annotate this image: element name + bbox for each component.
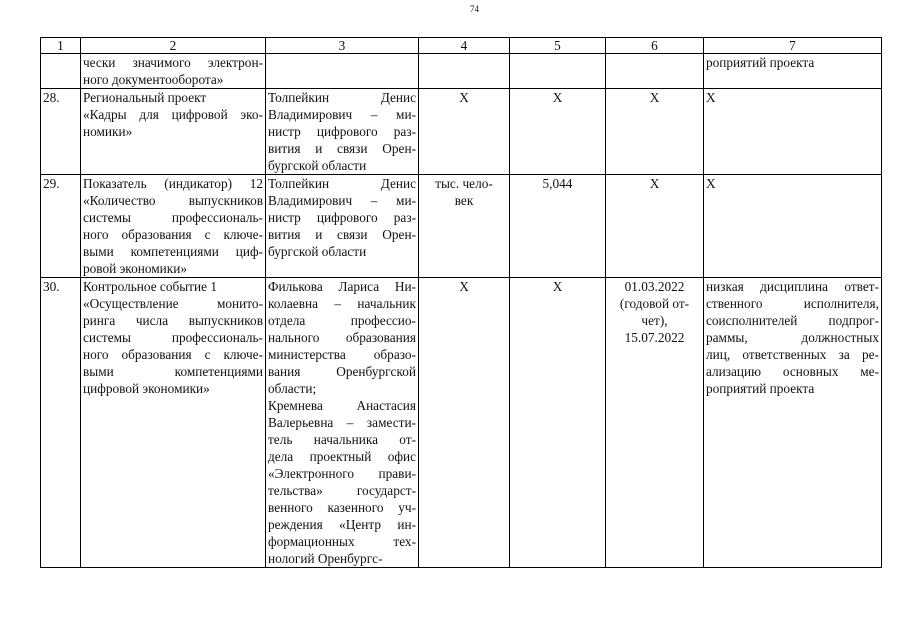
column-header-6: 6 xyxy=(606,38,704,54)
cell-line: ного образования с ключе- xyxy=(83,347,263,362)
cell-line: вания Оренбургской xyxy=(268,364,416,379)
cell-line: системы профессиональ- xyxy=(83,330,263,345)
cell-line: ственного исполнителя, xyxy=(706,296,879,311)
column-header-2: 2 xyxy=(81,38,266,54)
cell-line: Владимирович – ми- xyxy=(268,107,416,122)
column-header-1: 1 xyxy=(41,38,81,54)
table-row xyxy=(41,278,882,568)
cell-line: (годовой от- xyxy=(619,296,690,311)
row-unit xyxy=(419,175,510,278)
cell-line: ринга числа выпускников xyxy=(83,313,263,328)
cell-line: век xyxy=(454,193,474,208)
cell-line: Кремнева Анастасия xyxy=(268,398,416,413)
cell-line: ровой экономики» xyxy=(83,261,187,276)
row-responsible xyxy=(266,175,419,278)
row-deadline xyxy=(606,175,704,278)
cell-line: вития и связи Орен- xyxy=(268,141,416,156)
row-number: 28. xyxy=(41,89,81,175)
cell-line: Х xyxy=(649,90,660,105)
cell-line: нального образования xyxy=(268,330,416,345)
cell-line: вития и связи Орен- xyxy=(268,227,416,242)
cell-line: Толпейкин Денис xyxy=(268,90,416,105)
cell-line: Х xyxy=(552,90,563,105)
cell-line: раммы, должностных xyxy=(706,330,879,345)
cell-line: тель начальника от- xyxy=(268,432,416,447)
row-description xyxy=(81,278,266,568)
cell-line: ного документооборота» xyxy=(83,72,224,87)
cell-line: цифровой экономики» xyxy=(83,381,210,396)
cell-line: реждения «Центр ин- xyxy=(268,517,416,532)
row-risks xyxy=(704,89,882,175)
row-number: 30. xyxy=(41,278,81,568)
cell-line: Х xyxy=(459,90,469,105)
cell-line: Х xyxy=(706,176,716,191)
cell-line: Х xyxy=(649,176,660,191)
cell-line: нологий Оренбургс- xyxy=(268,551,383,566)
cell-line: нистр цифрового раз- xyxy=(268,124,416,139)
cell-line: Региональный проект xyxy=(83,90,207,105)
row-risks xyxy=(704,278,882,568)
column-header-7: 7 xyxy=(704,38,882,54)
cell-line: венного казенного уч- xyxy=(268,500,416,515)
row-responsible xyxy=(266,54,419,89)
cell-line: области; xyxy=(268,381,317,396)
cell-line: ализацию основных ме- xyxy=(706,364,879,379)
cell-line: Х xyxy=(552,279,563,294)
row-unit xyxy=(419,278,510,568)
cell-line: системы профессиональ- xyxy=(83,210,263,225)
cell-line: роприятий проекта xyxy=(706,55,815,70)
row-deadline xyxy=(606,54,704,89)
cell-line: чет), xyxy=(641,313,668,328)
row-responsible xyxy=(266,89,419,175)
cell-line: «Количество выпускников xyxy=(83,193,263,208)
cell-line: «Кадры для цифровой эко- xyxy=(83,107,263,122)
cell-line: тыс. чело- xyxy=(435,176,493,191)
row-unit xyxy=(419,54,510,89)
cell-line: выми компетенциями циф- xyxy=(83,244,263,259)
cell-line: 01.03.2022 xyxy=(624,279,685,294)
cell-line: 5,044 xyxy=(542,176,573,191)
column-header-3: 3 xyxy=(266,38,419,54)
cell-line: номики» xyxy=(83,124,133,139)
table-row xyxy=(41,54,882,89)
column-header-4: 4 xyxy=(419,38,510,54)
row-deadline xyxy=(606,89,704,175)
row-description xyxy=(81,175,266,278)
cell-line: выми компетенциями xyxy=(83,364,263,379)
table-row xyxy=(41,89,882,175)
cell-line: соисполнителей подпрог- xyxy=(706,313,879,328)
row-value xyxy=(510,54,606,89)
cell-line: чески значимого электрон- xyxy=(83,55,263,70)
table-row xyxy=(41,175,882,278)
cell-line: тельства» государст- xyxy=(268,483,416,498)
cell-line: Х xyxy=(459,279,469,294)
cell-line: колаевна – начальник xyxy=(268,296,416,311)
row-risks xyxy=(704,175,882,278)
cell-line: Владимирович – ми- xyxy=(268,193,416,208)
cell-line: нистр цифрового раз- xyxy=(268,210,416,225)
row-number xyxy=(41,54,81,89)
projects-table xyxy=(40,37,882,568)
cell-line: «Осуществление монито- xyxy=(83,296,263,311)
cell-line: дела проектный офис xyxy=(268,449,416,464)
cell-line: формационных тех- xyxy=(268,534,416,549)
row-description xyxy=(81,54,266,89)
cell-line: отдела профессио- xyxy=(268,313,416,328)
row-risks xyxy=(704,54,882,89)
cell-line: низкая дисциплина ответ- xyxy=(706,279,879,294)
cell-line: «Электронного прави- xyxy=(268,466,416,481)
page-number: 74 xyxy=(470,4,479,14)
cell-line: ного образования с ключе- xyxy=(83,227,263,242)
cell-line: роприятий проекта xyxy=(706,381,815,396)
cell-line: Контрольное событие 1 xyxy=(83,279,217,294)
cell-line: Толпейкин Денис xyxy=(268,176,416,191)
cell-line: бургской области xyxy=(268,158,367,173)
cell-line: Показатель (индикатор) 12 xyxy=(83,176,263,191)
row-value xyxy=(510,89,606,175)
row-responsible xyxy=(266,278,419,568)
cell-line: министерства образо- xyxy=(268,347,416,362)
table-header-row xyxy=(41,38,882,54)
row-deadline xyxy=(606,278,704,568)
column-header-5: 5 xyxy=(510,38,606,54)
row-number: 29. xyxy=(41,175,81,278)
cell-line: 15.07.2022 xyxy=(624,330,685,345)
row-value xyxy=(510,278,606,568)
row-description xyxy=(81,89,266,175)
row-unit xyxy=(419,89,510,175)
cell-line: Филькова Лариса Ни- xyxy=(268,279,416,294)
cell-line: бургской области xyxy=(268,244,367,259)
cell-line: Валерьевна – замести- xyxy=(268,415,416,430)
cell-line: лиц, ответственных за ре- xyxy=(706,347,879,362)
cell-line: Х xyxy=(706,90,716,105)
row-value xyxy=(510,175,606,278)
